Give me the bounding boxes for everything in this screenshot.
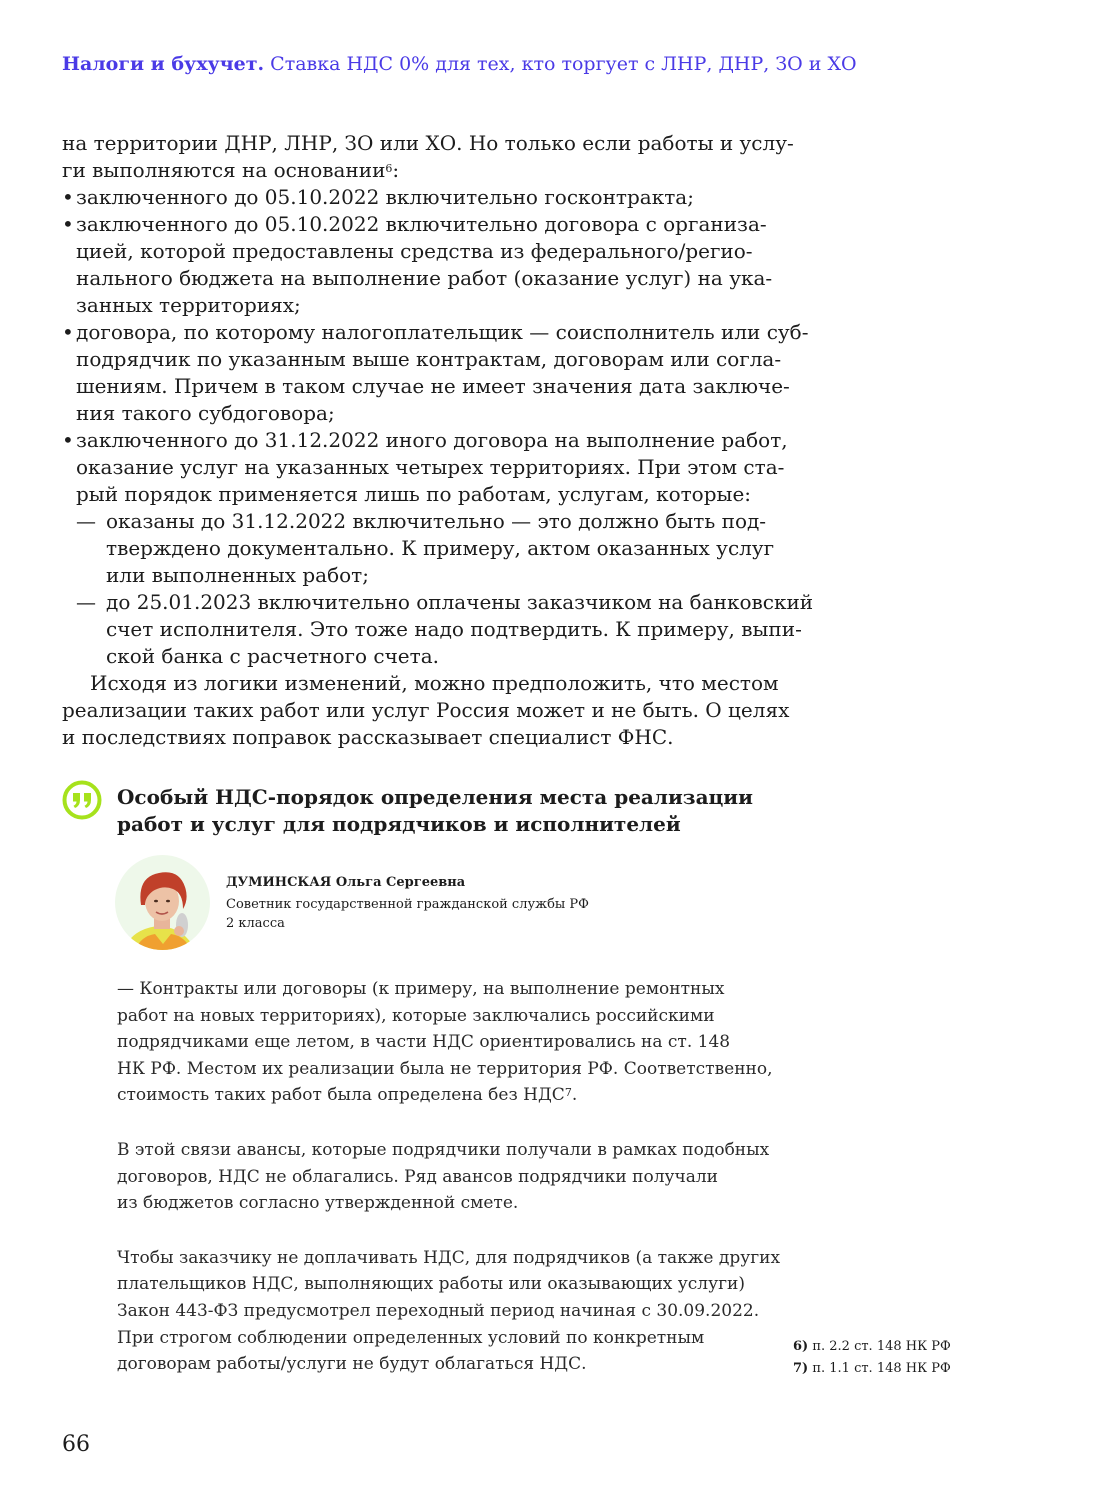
interview-paragraph: — Контракты или договоры (к примеру, на выполнение ремонтных работ на новых территориях), которые заключались российскими подрядчиками еще летом, в части НДС ориентировались на ст. 148 НК РФ. Местом их реализации была не территория РФ. Соответственно, стоимость таких работ была определена без НДС$^7$.	[117, 979, 773, 1106]
quote-title-line: Особый НДС-порядок определения места реализации	[117, 785, 753, 809]
bullet-item: • заключенного до 31.12.2022 иного договора на выполнение работ,	[62, 428, 788, 452]
body-line: ги выполняются на основании$^6$:	[62, 158, 400, 182]
person-role-line: 2 класса	[226, 916, 285, 931]
footnote-6: 6) п. 2.2 ст. 148 НК РФ	[793, 1339, 951, 1354]
avatar	[115, 855, 210, 950]
interview-text	[117, 976, 781, 1406]
bullet-line: оказание услуг на указанных четырех территориях. При этом ста-	[76, 455, 785, 479]
bullet-icon: •	[62, 428, 74, 452]
quote-title-line: работ и услуг для подрядчиков и исполнителей	[117, 812, 681, 836]
person-role-line: Советник государственной гражданской службы РФ	[226, 897, 589, 912]
bullet-line: занных территориях;	[76, 293, 301, 317]
closing-line: реализации таких работ или услуг Россия может и не быть. О целях	[62, 698, 790, 722]
dash-item: — оказаны до 31.12.2022 включительно — это должно быть под-	[62, 508, 742, 535]
bullet-line: шениям. Причем в таком случае не имеет значения дата заключе-	[76, 374, 790, 398]
footnotes	[793, 1336, 951, 1380]
person-name: ДУМИНСКАЯ Ольга Сергеевна	[226, 875, 466, 890]
dash-icon: —	[76, 509, 96, 533]
bullet-item: • заключенного до 05.10.2022 включительно договора с организа-	[62, 212, 767, 236]
bullet-icon: •	[62, 185, 74, 209]
running-header	[62, 53, 857, 75]
bullet-icon: •	[62, 212, 74, 236]
dash-line: или выполненных работ;	[106, 563, 369, 587]
dash-item: — до 25.01.2023 включительно оплачены заказчиком на банковский	[62, 589, 742, 616]
bullet-icon: •	[62, 320, 74, 344]
person-role	[226, 895, 646, 933]
interview-paragraph: Чтобы заказчику не доплачивать НДС, для подрядчиков (а также других плательщиков НДС, выполняющих работы или оказывающих услуги) Закон 443-ФЗ предусмотрел переходный период начиная с 30.09.2022. При строгом соблюдении определенных условий по конкретным договорам работы/услуги не будут облагаться НДС.	[117, 1247, 781, 1375]
dash-line: ской банка с расчетного счета.	[106, 644, 439, 668]
closing-line: Исходя из логики изменений, можно предположить, что местом	[90, 671, 779, 695]
header-section: Налоги и бухучет.	[62, 53, 265, 75]
quote-title	[117, 784, 757, 838]
bullet-line: цией, которой предоставлены средства из федерального/регио-	[76, 239, 753, 263]
dash-icon: —	[76, 590, 96, 614]
dash-line: тверждено документально. К примеру, актом оказанных услуг	[106, 536, 775, 560]
body-line: на территории ДНР, ЛНР, ЗО или ХО. Но только если работы и услу-	[62, 131, 794, 155]
bullet-item: • заключенного до 05.10.2022 включительно госконтракта;	[62, 185, 694, 209]
bullet-line: подрядчик по указанным выше контрактам, договорам или согла-	[76, 347, 782, 371]
footnote-7: 7) п. 1.1 ст. 148 НК РФ	[793, 1361, 951, 1376]
article-body	[62, 130, 814, 751]
footnote-ref-6[interactable]: 6	[385, 162, 393, 175]
page-number: 66	[62, 1432, 90, 1457]
interview-paragraph: В этой связи авансы, которые подрядчики получали в рамках подобных договоров, НДС не облагались. Ряд авансов подрядчики получали из бюджетов согласно утвержденной смете.	[117, 1139, 770, 1214]
bullet-line: рый порядок применяется лишь по работам, услугам, которые:	[76, 482, 752, 506]
bullet-item: • договора, по которому налогоплательщик — соисполнитель или суб-	[62, 320, 809, 344]
bullet-line: ния такого субдоговора;	[76, 401, 335, 425]
bullet-line: нального бюджета на выполнение работ (оказание услуг) на ука-	[76, 266, 773, 290]
header-title: Ставка НДС 0% для тех, кто торгует с ЛНР, ДНР, ЗО и ХО	[270, 53, 857, 75]
closing-line: и последствиях поправок рассказывает специалист ФНС.	[62, 725, 674, 749]
quote-icon	[62, 780, 102, 820]
dash-line: счет исполнителя. Это тоже надо подтвердить. К примеру, выпи-	[106, 617, 802, 641]
footnote-ref-7[interactable]: 7	[564, 1086, 572, 1100]
